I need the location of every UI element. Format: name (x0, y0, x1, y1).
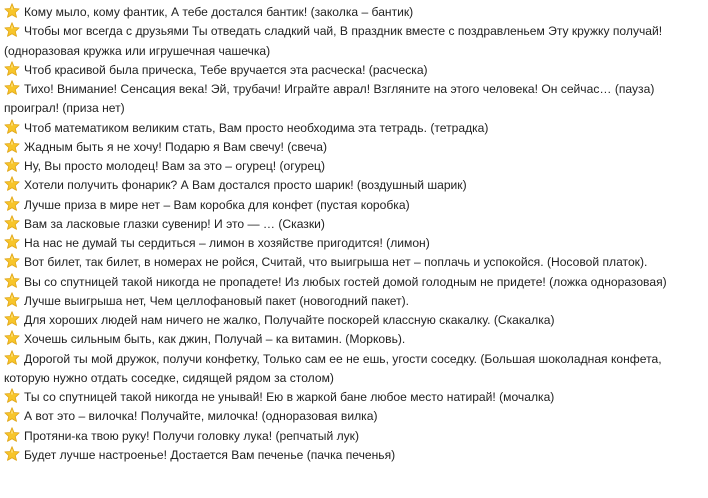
list-item (4, 119, 698, 138)
list-item-text: Вам за ласковые глазки сувенир! И это — … (Сказки) (24, 216, 325, 231)
list-item-text: Хочешь сильным быть, как джин, Получай – ка витамин. (Морковь). (24, 332, 406, 347)
list-item (4, 215, 698, 234)
list-item-text: Жадным быть я не хочу! Подарю я Вам свечу! (свеча) (24, 139, 327, 154)
list-item-text: Лучше приза в мире нет – Вам коробка для конфет (пустая коробка) (24, 197, 410, 212)
list-item-text: Ты со спутницей такой никогда не унывай! Ею в жаркой бане любое место натирай! (мочалка) (24, 390, 555, 404)
list-item-text: Кому мыло, кому фантик, А тебе достался бантик! (заколка – бантик) (24, 5, 414, 19)
star-icon (4, 3, 20, 18)
list-item (4, 407, 698, 426)
star-icon (4, 80, 20, 95)
list-item (4, 273, 698, 292)
star-icon (4, 292, 20, 307)
list-item-text: Чтоб математиком великим стать, Вам просто необходима эта тетрадь. (тетрадка) (24, 120, 489, 135)
list-item (4, 196, 698, 215)
list-item (4, 61, 698, 80)
star-icon (4, 138, 20, 153)
list-item (4, 292, 698, 311)
star-icon (4, 427, 20, 442)
star-icon (4, 273, 20, 288)
star-icon (4, 253, 20, 268)
star-icon (4, 22, 20, 37)
list-item-text: Лучше выигрыша нет, Чем целлофановый пакет (новогодний пакет). (24, 293, 410, 308)
list-item-text: На нас не думай ты сердиться – лимон в хозяйстве пригодится! (лимон) (24, 236, 430, 250)
list-item (4, 446, 698, 465)
list-item-text: Для хороших людей нам ничего не жалко, Получайте поскорей классную скакалку. (Скакалка) (24, 313, 555, 327)
star-icon (4, 196, 20, 211)
star-icon (4, 388, 20, 403)
list-item-text: Вы со спутницей такой никогда не пропадете! Из любых гостей домой голодным не придете! (ложка одноразовая) (24, 274, 667, 289)
list-item-text: Будет лучше настроенье! Достается Вам печенье (пачка печенья) (24, 447, 396, 462)
star-icon (4, 311, 20, 326)
star-icon (4, 234, 20, 249)
star-icon (4, 407, 20, 422)
star-icon (4, 119, 20, 134)
list-item (4, 3, 698, 22)
list-item-text: Ну, Вы просто молодец! Вам за это – огурец! (огурец) (24, 159, 326, 173)
list-item-text: А вот это – вилочка! Получайте, милочка! (одноразовая вилка) (24, 409, 378, 424)
list-item (4, 427, 698, 446)
star-icon (4, 330, 20, 345)
list-item-text: Вот билет, так билет, в номерах не ройся, Считай, что выигрыша нет – поплачь и успокойся. (Носовой платок). (24, 255, 648, 270)
list-item (4, 80, 698, 119)
star-icon (4, 215, 20, 230)
star-icon (4, 176, 20, 191)
list-item-text: Тихо! Внимание! Сенсация века! Эй, трубачи! Играйте аврал! Взгляните на этого человека! Он сейчас… (пауза) проиграл! (приза нет) (4, 82, 655, 116)
star-icon (4, 61, 20, 76)
list-item (4, 388, 698, 407)
list-item (4, 234, 698, 253)
list-item-text: Чтобы мог всегда с друзьями Ты отведать сладкий чай, В праздник вместе с поздравленьем Эту кружку получай! (одноразовая кружка или игрушечная чашечка) (4, 24, 663, 58)
list-item (4, 330, 698, 349)
list-item (4, 350, 698, 389)
star-icon (4, 350, 20, 365)
list-item (4, 22, 698, 61)
list-item-text: Дорогой ты мой дружок, получи конфетку, Только сам ее не ешь, угости соседку. (Большая шоколадная конфета, которую нужно отдать соседке, сидящей рядом за столом) (4, 351, 662, 385)
list-item-text: Хотели получить фонарик? А Вам достался просто шарик! (воздушный шарик) (24, 178, 467, 193)
list-item (4, 176, 698, 195)
list-item (4, 253, 698, 272)
list-item (4, 138, 698, 157)
star-icon (4, 446, 20, 461)
list-item-text: Протяни-ка твою руку! Получи головку лука! (репчатый лук) (24, 428, 360, 443)
star-icon (4, 157, 20, 172)
list-item-text: Чтоб красивой была прическа, Тебе вручается эта расческа! (расческа) (24, 62, 428, 77)
list-item (4, 157, 698, 176)
list-item (4, 311, 698, 330)
